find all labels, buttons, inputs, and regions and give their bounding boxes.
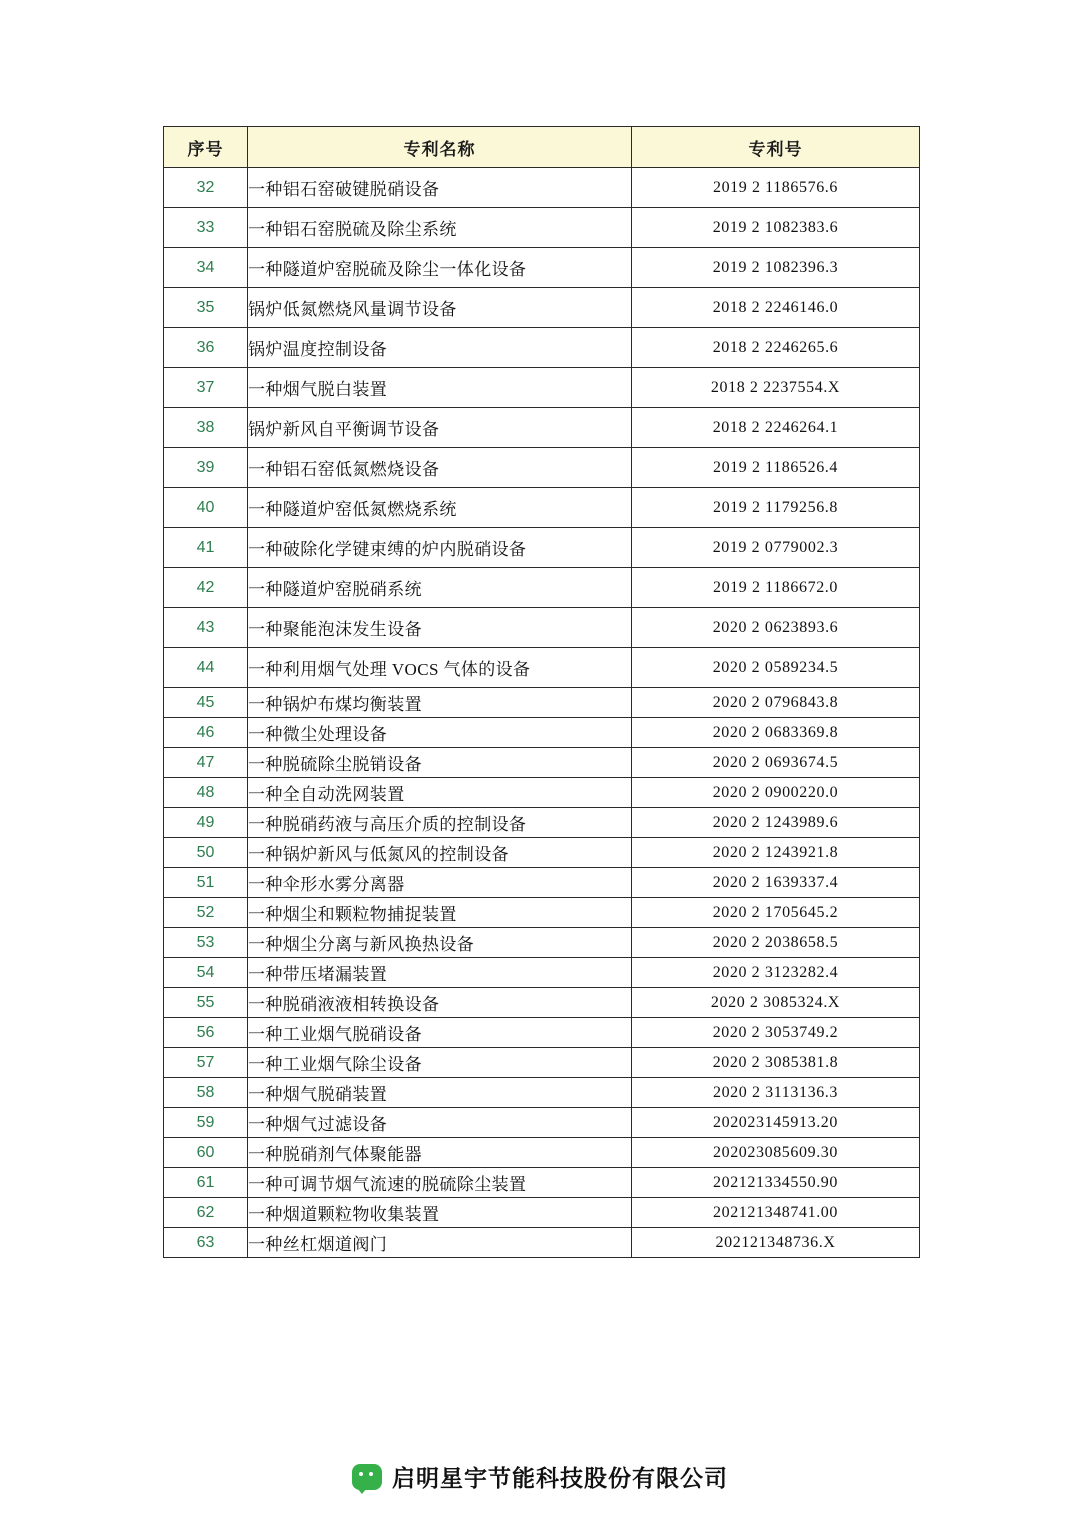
cell-patent-name: 一种锅炉新风与低氮风的控制设备 (248, 838, 632, 868)
cell-index: 51 (164, 868, 248, 898)
cell-patent-name: 一种隧道炉窑低氮燃烧系统 (248, 488, 632, 528)
table-row (164, 1138, 920, 1168)
column-header-index: 序号 (164, 127, 248, 168)
cell-index: 46 (164, 718, 248, 748)
cell-patent-name: 一种脱硝药液与高压介质的控制设备 (248, 808, 632, 838)
cell-index: 53 (164, 928, 248, 958)
cell-patent-number: 2019 2 1186672.0 (632, 568, 920, 608)
cell-patent-name: 一种可调节烟气流速的脱硫除尘装置 (248, 1168, 632, 1198)
cell-index: 58 (164, 1078, 248, 1108)
table-row (164, 248, 920, 288)
cell-patent-number: 202121348741.00 (632, 1198, 920, 1228)
cell-patent-name: 一种带压堵漏装置 (248, 958, 632, 988)
cell-patent-name: 一种工业烟气脱硝设备 (248, 1018, 632, 1048)
cell-patent-name: 一种丝杠烟道阀门 (248, 1228, 632, 1258)
table-row (164, 648, 920, 688)
table-row (164, 368, 920, 408)
cell-index: 38 (164, 408, 248, 448)
table-row (164, 1048, 920, 1078)
table-row (164, 608, 920, 648)
cell-index: 60 (164, 1138, 248, 1168)
cell-patent-number: 2020 2 3053749.2 (632, 1018, 920, 1048)
cell-patent-number: 202121348736.X (632, 1228, 920, 1258)
company-name: 启明星宇节能科技股份有限公司 (392, 1466, 728, 1491)
cell-index: 35 (164, 288, 248, 328)
table-row (164, 688, 920, 718)
table-row (164, 1018, 920, 1048)
table-row (164, 748, 920, 778)
cell-patent-number: 2018 2 2246146.0 (632, 288, 920, 328)
cell-patent-name: 锅炉新风自平衡调节设备 (248, 408, 632, 448)
wechat-icon (352, 1464, 382, 1490)
cell-patent-name: 一种铝石窑破键脱硝设备 (248, 168, 632, 208)
cell-patent-name: 一种隧道炉窑脱硝系统 (248, 568, 632, 608)
cell-index: 34 (164, 248, 248, 288)
cell-patent-number: 2019 2 1082383.6 (632, 208, 920, 248)
cell-patent-number: 2020 2 0693674.5 (632, 748, 920, 778)
cell-patent-number: 2020 2 0589234.5 (632, 648, 920, 688)
cell-patent-number: 202023145913.20 (632, 1108, 920, 1138)
cell-patent-name: 一种全自动洗网装置 (248, 778, 632, 808)
cell-index: 40 (164, 488, 248, 528)
cell-index: 57 (164, 1048, 248, 1078)
table-row (164, 208, 920, 248)
cell-patent-name: 一种铝石窑脱硫及除尘系统 (248, 208, 632, 248)
cell-index: 55 (164, 988, 248, 1018)
cell-index: 45 (164, 688, 248, 718)
cell-patent-number: 2020 2 3113136.3 (632, 1078, 920, 1108)
cell-patent-name: 一种锅炉布煤均衡装置 (248, 688, 632, 718)
cell-patent-name: 一种烟气脱硝装置 (248, 1078, 632, 1108)
cell-patent-number: 2020 2 1243921.8 (632, 838, 920, 868)
cell-patent-name: 一种脱硝剂气体聚能器 (248, 1138, 632, 1168)
cell-index: 52 (164, 898, 248, 928)
cell-patent-number: 202121334550.90 (632, 1168, 920, 1198)
table-row (164, 868, 920, 898)
table-row (164, 328, 920, 368)
table-row (164, 778, 920, 808)
table-row (164, 1228, 920, 1258)
cell-patent-number: 2019 2 1082396.3 (632, 248, 920, 288)
cell-index: 33 (164, 208, 248, 248)
cell-patent-number: 2020 2 3123282.4 (632, 958, 920, 988)
cell-patent-number: 2019 2 0779002.3 (632, 528, 920, 568)
cell-patent-name: 一种破除化学键束缚的炉内脱硝设备 (248, 528, 632, 568)
cell-patent-name: 一种烟气脱白装置 (248, 368, 632, 408)
cell-patent-name: 一种烟尘分离与新风换热设备 (248, 928, 632, 958)
cell-index: 48 (164, 778, 248, 808)
cell-patent-name: 一种脱硫除尘脱销设备 (248, 748, 632, 778)
cell-patent-name: 一种伞形水雾分离器 (248, 868, 632, 898)
cell-index: 41 (164, 528, 248, 568)
cell-index: 39 (164, 448, 248, 488)
table-row (164, 988, 920, 1018)
table-row (164, 1198, 920, 1228)
cell-index: 50 (164, 838, 248, 868)
table-row (164, 808, 920, 838)
table-row (164, 528, 920, 568)
cell-patent-number: 2019 2 1179256.8 (632, 488, 920, 528)
cell-index: 49 (164, 808, 248, 838)
cell-patent-number: 202023085609.30 (632, 1138, 920, 1168)
table-row (164, 408, 920, 448)
table-row (164, 1108, 920, 1138)
cell-patent-number: 2020 2 1639337.4 (632, 868, 920, 898)
cell-patent-name: 一种工业烟气除尘设备 (248, 1048, 632, 1078)
cell-index: 56 (164, 1018, 248, 1048)
table-body (164, 168, 920, 1258)
cell-patent-name: 一种脱硝液液相转换设备 (248, 988, 632, 1018)
cell-index: 36 (164, 328, 248, 368)
cell-index: 37 (164, 368, 248, 408)
cell-patent-name: 一种微尘处理设备 (248, 718, 632, 748)
table-row (164, 928, 920, 958)
table-header-row (164, 127, 920, 168)
footer (0, 1460, 1080, 1493)
cell-patent-number: 2020 2 0900220.0 (632, 778, 920, 808)
table-row (164, 488, 920, 528)
cell-patent-number: 2018 2 2237554.X (632, 368, 920, 408)
cell-index: 32 (164, 168, 248, 208)
cell-patent-number: 2020 2 1243989.6 (632, 808, 920, 838)
table-row (164, 898, 920, 928)
table-row (164, 568, 920, 608)
column-header-patent-name: 专利名称 (248, 127, 632, 168)
cell-patent-number: 2020 2 3085381.8 (632, 1048, 920, 1078)
cell-index: 44 (164, 648, 248, 688)
column-header-patent-number: 专利号 (632, 127, 920, 168)
table-row (164, 838, 920, 868)
cell-patent-number: 2020 2 0683369.8 (632, 718, 920, 748)
cell-patent-number: 2018 2 2246264.1 (632, 408, 920, 448)
table-row (164, 288, 920, 328)
cell-patent-number: 2020 2 2038658.5 (632, 928, 920, 958)
cell-patent-number: 2020 2 1705645.2 (632, 898, 920, 928)
table-row (164, 1078, 920, 1108)
cell-patent-name: 一种聚能泡沫发生设备 (248, 608, 632, 648)
cell-patent-number: 2019 2 1186526.4 (632, 448, 920, 488)
cell-patent-number: 2020 2 0796843.8 (632, 688, 920, 718)
table-header (164, 127, 920, 168)
table-row (164, 958, 920, 988)
cell-patent-number: 2019 2 1186576.6 (632, 168, 920, 208)
cell-index: 43 (164, 608, 248, 648)
cell-index: 62 (164, 1198, 248, 1228)
cell-patent-name: 一种烟道颗粒物收集装置 (248, 1198, 632, 1228)
cell-patent-name: 一种铝石窑低氮燃烧设备 (248, 448, 632, 488)
cell-index: 61 (164, 1168, 248, 1198)
cell-index: 63 (164, 1228, 248, 1258)
table-row (164, 168, 920, 208)
cell-index: 42 (164, 568, 248, 608)
table-row (164, 718, 920, 748)
cell-index: 47 (164, 748, 248, 778)
cell-patent-name: 一种利用烟气处理 VOCS 气体的设备 (248, 648, 632, 688)
cell-index: 54 (164, 958, 248, 988)
cell-patent-name: 锅炉低氮燃烧风量调节设备 (248, 288, 632, 328)
cell-patent-name: 一种烟气过滤设备 (248, 1108, 632, 1138)
cell-patent-number: 2020 2 3085324.X (632, 988, 920, 1018)
cell-patent-number: 2018 2 2246265.6 (632, 328, 920, 368)
cell-patent-number: 2020 2 0623893.6 (632, 608, 920, 648)
cell-index: 59 (164, 1108, 248, 1138)
cell-patent-name: 一种烟尘和颗粒物捕捉装置 (248, 898, 632, 928)
cell-patent-name: 一种隧道炉窑脱硫及除尘一体化设备 (248, 248, 632, 288)
patent-table (163, 126, 920, 1258)
table-row (164, 448, 920, 488)
table-row (164, 1168, 920, 1198)
cell-patent-name: 锅炉温度控制设备 (248, 328, 632, 368)
patent-table-wrapper (163, 126, 919, 1258)
